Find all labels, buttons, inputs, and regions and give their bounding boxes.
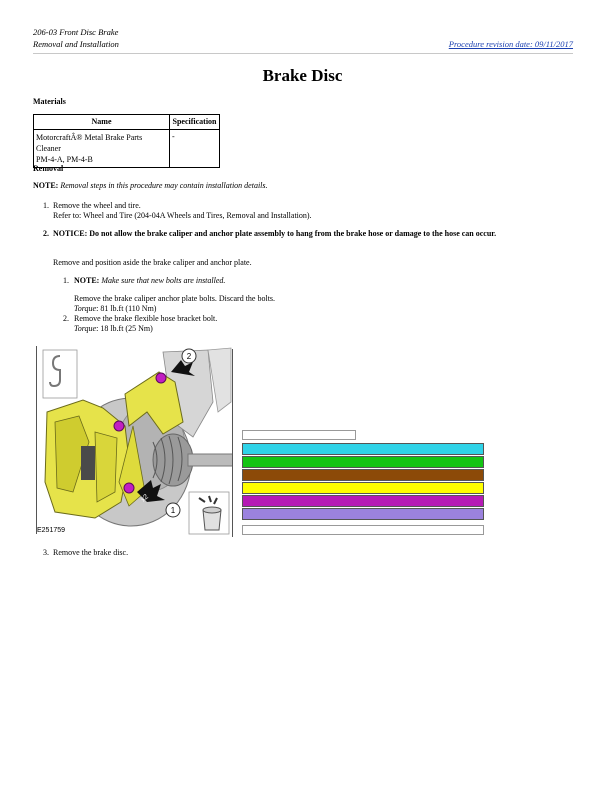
color-band-brown (242, 469, 484, 481)
step-3-text: Remove the brake disc. (53, 548, 129, 557)
figure-id: E251759 (37, 527, 66, 534)
col-spec: Specification (170, 115, 220, 130)
sub-step-2-number: 2. (63, 314, 69, 323)
color-band-cyan (242, 443, 484, 455)
callout-1: 1 (170, 506, 176, 515)
material-spec: - (170, 130, 220, 168)
color-band-green (242, 456, 484, 468)
sub-step-1-text: Remove the brake caliper anchor plate bolts. Discard the bolts. (74, 294, 276, 303)
step-2-text: Remove and position aside the brake caliper and anchor plate. (53, 258, 252, 267)
sub-step-1-note: NOTE: Make sure that new bolts are installed. (74, 276, 226, 285)
step-2-number: 2. (43, 229, 49, 238)
page-title: Brake Disc (262, 66, 343, 85)
removal-heading: Removal (33, 164, 64, 173)
step-1-number: 1. (43, 201, 49, 210)
page-header (33, 26, 573, 50)
materials-heading: Materials (33, 97, 66, 106)
multiplier-label: x2 (139, 493, 150, 504)
sub-step-2-text: Remove the brake flexible hose bracket bolt. (74, 314, 218, 323)
header-divider (33, 53, 573, 54)
cv-boot-icon (153, 434, 233, 486)
material-name: MotorcraftÂ® Metal Brake Parts Cleaner PM-4-A, PM-4-B (34, 130, 170, 168)
color-band-lavender (242, 508, 484, 520)
section-name: Removal and Installation (33, 39, 119, 49)
empty-caption-box (242, 525, 484, 535)
empty-label-box (242, 430, 356, 440)
brake-caliper-illustration (33, 342, 233, 538)
revision-date-link[interactable]: Procedure revision date: 09/11/2017 (448, 39, 573, 49)
doc-code: 206-03 Front Disc Brake (33, 27, 119, 37)
hose-bracket-bolt-icon (156, 373, 166, 383)
step-1-text: Remove the wheel and tire. (53, 201, 141, 210)
step-3-number: 3. (43, 548, 49, 557)
sub-step-1-torque: Torque: 81 lb.ft (110 Nm) (74, 304, 157, 313)
step-2-notice: NOTICE: Do not allow the brake caliper and anchor plate assembly to hang from the brake hose or damage to the hose can occur. (53, 229, 497, 238)
callout-2: 2 (186, 352, 192, 361)
anchor-bolt-lower-icon (124, 483, 134, 493)
materials-table (33, 114, 220, 168)
color-band-magenta (242, 495, 484, 507)
table-row (34, 130, 220, 168)
anchor-bolt-upper-icon (114, 421, 124, 431)
sub-step-1-number: 1. (63, 276, 69, 285)
col-name: Name (34, 115, 170, 130)
sub-step-2-torque: Torque: 18 lb.ft (25 Nm) (74, 324, 153, 333)
step-1-reference[interactable]: Refer to: Wheel and Tire (204-04A Wheels and Tires, Removal and Installation). (53, 211, 312, 220)
figure-right-rule (232, 349, 233, 537)
removal-note: NOTE: Removal steps in this procedure may contain installation details. (33, 181, 268, 190)
color-band-yellow (242, 482, 484, 494)
